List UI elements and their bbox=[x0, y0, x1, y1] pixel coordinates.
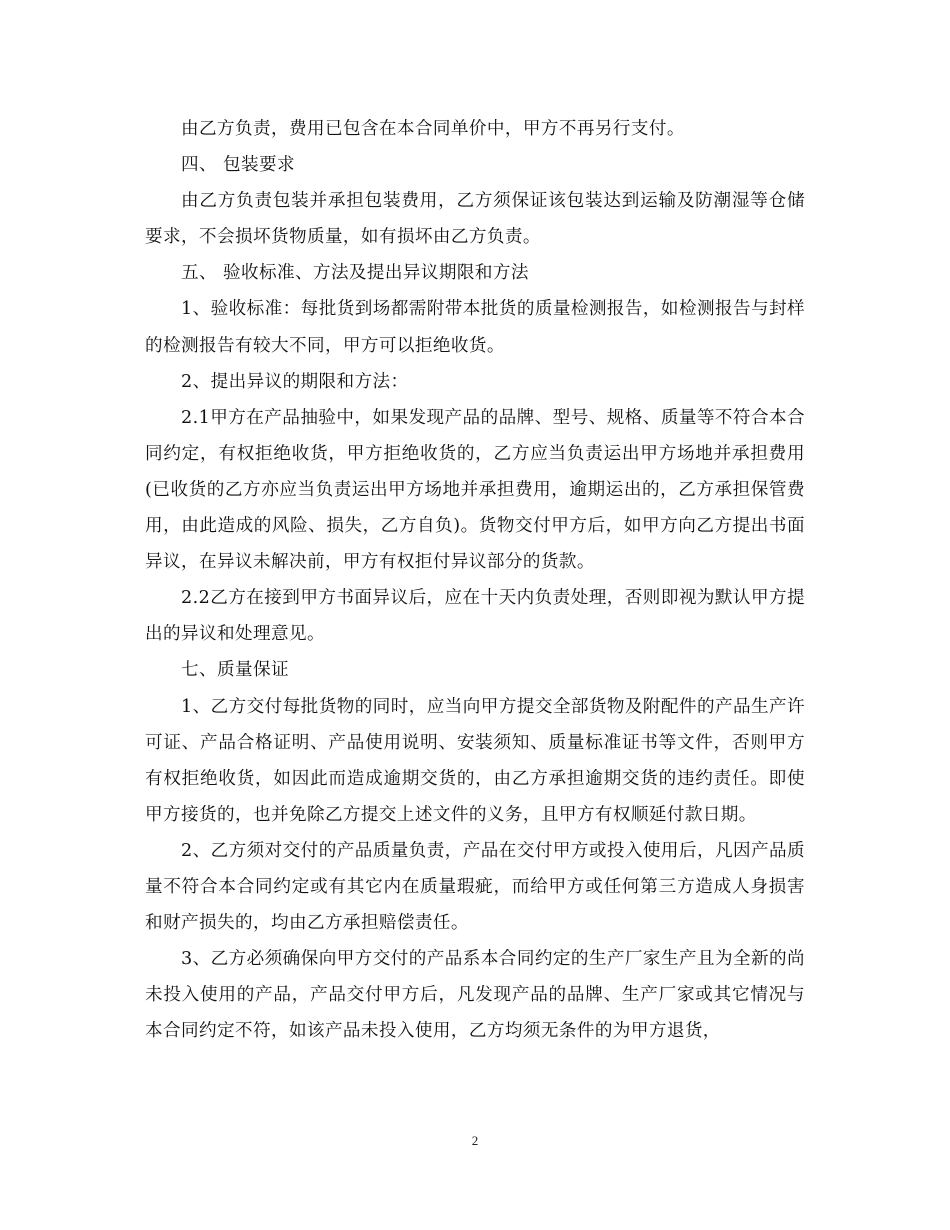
paragraph-quality-2: 2、乙方须对交付的产品质量负责，产品在交付甲方或投入使用后，凡因产品质量不符合本合同约定或有其它内在质量瑕疵，而给甲方或任何第三方造成人身损害和财产损失的，均由乙方承担赔偿责任。 bbox=[145, 840, 805, 934]
document-body bbox=[145, 111, 805, 1049]
paragraph-objection-2-1: 2.1甲方在产品抽验中，如果发现产品的品牌、型号、规格、质量等不符合本合同约定，有权拒绝收货，甲方拒绝收货的，乙方应当负责运出甲方场地并承担费用(已收货的乙方亦应当负责运出甲方场地并承担费用，逾期运出的，乙方承担保管费用，由此造成的风险、损失，乙方自负)。货物交付甲方后，如甲方向乙方提出书面异议，在异议未解决前，甲方有权拒付异议部分的货款。 bbox=[145, 407, 805, 573]
paragraph-packaging: 由乙方负责包装并承担包装费用，乙方须保证该包装达到运输及防潮湿等仓储要求，不会损坏货物质量，如有损坏由乙方负责。 bbox=[145, 191, 805, 248]
paragraph-fee-note: 由乙方负责，费用已包含在本合同单价中，甲方不再另行支付。 bbox=[181, 119, 685, 139]
section-heading-quality: 七、质量保证 bbox=[181, 660, 289, 681]
page-number: 2 bbox=[471, 1133, 479, 1148]
section-heading-packaging: 四、 包装要求 bbox=[181, 155, 295, 176]
paragraph-objection-2-2: 2.2乙方在接到甲方书面异议后，应在十天内负责处理，否则即视为默认甲方提出的异议和处理意见。 bbox=[145, 588, 805, 645]
paragraph-quality-1: 1、乙方交付每批货物的同时，应当向甲方提交全部货物及附配件的产品生产许可证、产品合格证明、产品使用说明、安装须知、质量标准证书等文件，否则甲方有权拒绝收货，如因此而造成逾期交货的，由乙方承担逾期交货的违约责任。即使甲方接货的，也并免除乙方提交上述文件的义务，且甲方有权顺延付款日期。 bbox=[145, 696, 805, 825]
section-heading-acceptance: 五、 验收标准、方法及提出异议期限和方法 bbox=[181, 263, 529, 284]
paragraph-acceptance-standard: 1、验收标准：每批货到场都需附带本批货的质量检测报告，如检测报告与封样的检测报告有较大不同，甲方可以拒绝收货。 bbox=[145, 299, 805, 356]
paragraph-quality-3: 3、乙方必须确保向甲方交付的产品系本合同约定的生产厂家生产且为全新的尚未投入使用的产品，产品交付甲方后，凡发现产品的品牌、生产厂家或其它情况与本合同约定不符，如该产品未投入使用，乙方均须无条件的为甲方退货， bbox=[145, 949, 805, 1042]
paragraph-objection-heading: 2、提出异议的期限和方法： bbox=[181, 371, 409, 392]
